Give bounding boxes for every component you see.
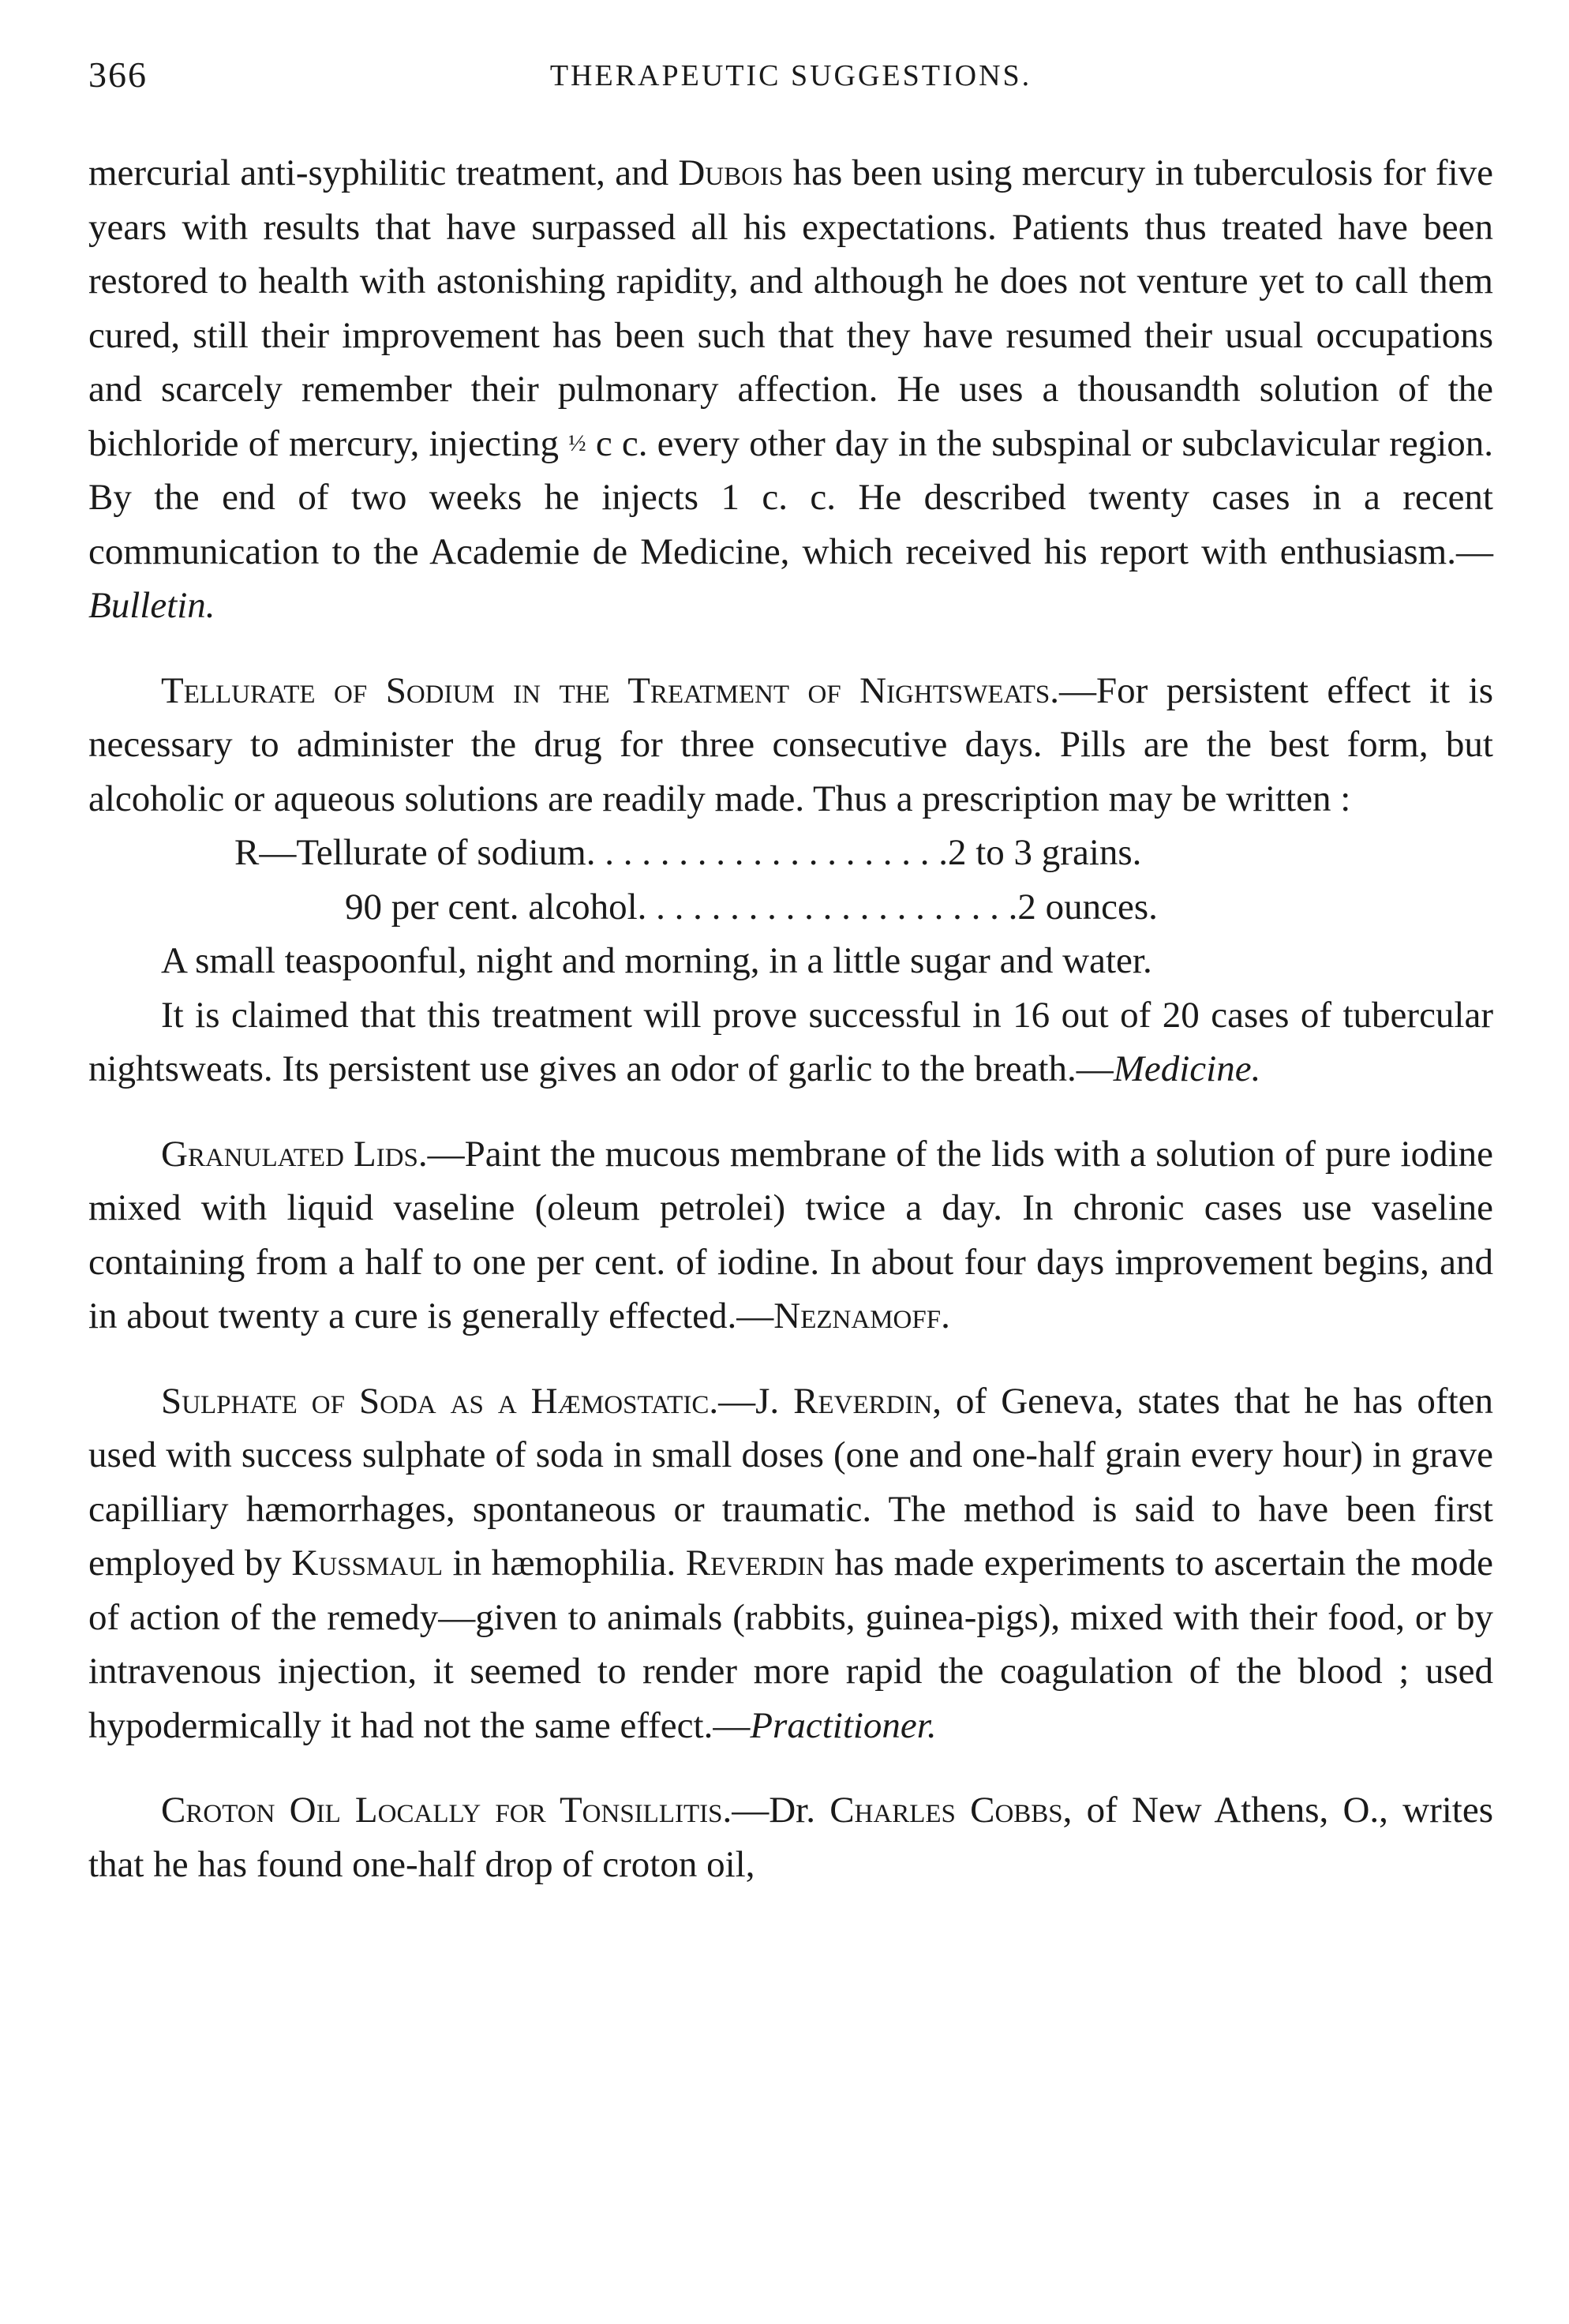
source-citation: Medicine. (1113, 1048, 1261, 1089)
body-text (88, 146, 1493, 1891)
text-span: , of Geneva, states that he has often used with success sulphate of soda in small doses (one and one-half grain every hour) in grave capilliary hæmorrhages, spontaneous or traumatic. The method is said to have been first employed by (88, 1380, 1493, 1584)
prescription-line-2: 90 per cent. alcohol. . . . . . . . . . . . . . . . . . . . .2 ounces. (345, 886, 1158, 928)
name-reverdin: Reverdin (685, 1542, 825, 1584)
text-span: It is claimed that this treatment will prove successful in 16 out of 20 cases of tubercular nightsweats. Its persistent use gives an odor of garlic to the breath.— (88, 994, 1493, 1089)
page-header (88, 54, 1493, 101)
page-number: 366 (88, 54, 148, 95)
text-span: —For persistent effect it is necessary to administer the drug for three consecutive days. Pills are the best form, but alcoholic or aqueous solutions are readily made. Thus a prescription may be written : (88, 669, 1493, 819)
name-cobbs: Charles Cobbs (829, 1790, 1063, 1831)
name-reverdin: Reverdin (793, 1380, 933, 1422)
text-span: , of New Athens, O., writes that he has found one-half drop of croton oil, (88, 1790, 1493, 1885)
section-tellurate (88, 664, 1493, 1096)
text-span: mercurial anti-syphilitic treatment, and (88, 152, 679, 193)
paragraph-granulated-lids (88, 1127, 1493, 1344)
text-span: c c. every other day in the subspinal or subclavicular region. By the end of two weeks he injects 1 c. c. He described twenty cases in a recent communication to the Academie de Medicine, which received his report with enthusiasm.— (88, 422, 1494, 572)
running-title: THERAPEUTIC SUGGESTIONS. (549, 59, 1032, 92)
paragraph-croton-oil (88, 1783, 1493, 1891)
text-span: in hæmophilia. (443, 1542, 686, 1584)
section-heading: Granulated Lids. (161, 1133, 428, 1175)
name-dubois: Dubois (678, 152, 784, 193)
fraction-half: ½ (568, 429, 586, 456)
text-span: —Dr. (732, 1790, 830, 1831)
text-span: has made experiments to ascertain the mode of action of the remedy—given to animals (rabbits, guinea-pigs), mixed with their food, or by intravenous injection, it seemed to render more rapid the coagulation of the blood ; used hypodermically it had not the same effect.— (88, 1542, 1494, 1746)
prescription (88, 826, 1493, 934)
name-kussmaul: Kussmaul (291, 1542, 444, 1584)
text-span: —J. (718, 1380, 794, 1422)
paragraph-nightsweats-result (88, 988, 1493, 1096)
prescription-line-1: R—Tellurate of sodium. . . . . . . . . . . . . . . . . . . .2 to 3 grains. (234, 832, 1142, 873)
paragraph-mercury-tuberculosis (88, 146, 1493, 633)
source-citation: Neznamoff. (773, 1295, 950, 1336)
dosage-instruction: A small teaspoonful, night and morning, in a little sugar and water. (161, 940, 1152, 981)
source-citation: Bulletin. (88, 585, 215, 626)
text-span: —Paint the mucous membrane of the lids with a solution of pure iodine mixed with liquid vaseline (oleum petrolei) twice a day. In chronic cases use vaseline containing from a half to one per cent. of iodine. In about four days improvement begins, and in about twenty a cure is generally effected.— (88, 1133, 1493, 1336)
source-citation: Practitioner. (750, 1704, 937, 1746)
paragraph-tellurate (88, 664, 1493, 827)
section-heading: Sulphate of Soda as a Hæmostatic. (161, 1380, 719, 1422)
text-span: has been using mercury in tuberculosis for five years with results that have surpassed all his expectations. Patients thus treated have been restored to health with astonishing rapidity, and although he does not venture yet to call them cured, still their improvement has been such that they have resumed their usual occupations and scarcely remember their pulmonary affection. He uses a thousandth solution of the bichloride of mercury, injecting (88, 152, 1493, 464)
section-heading: Croton Oil Locally for Tonsillitis. (161, 1790, 732, 1831)
paragraph-sulphate-soda (88, 1374, 1493, 1753)
section-heading: Tellurate of Sodium in the Treatment of Nightsweats. (161, 669, 1060, 711)
